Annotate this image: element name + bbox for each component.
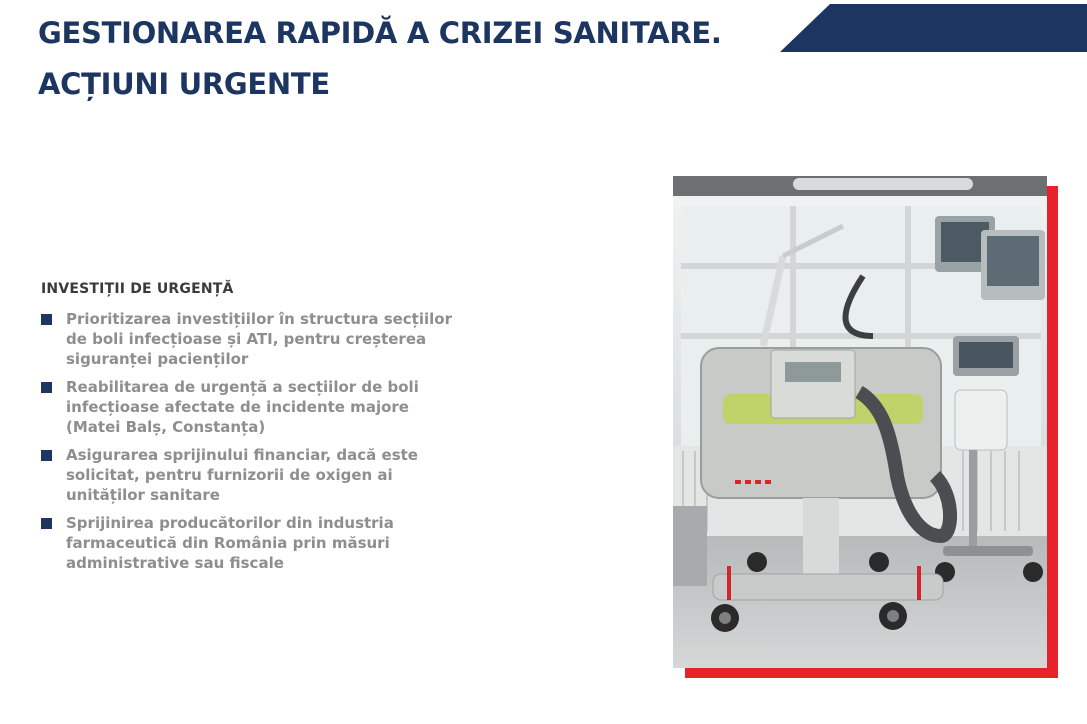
bullet-marker bbox=[41, 382, 52, 393]
bullet-marker bbox=[41, 314, 52, 325]
bullet-line: farmaceutică din România prin măsuri bbox=[66, 534, 390, 552]
bullet-line: de boli infecțioase și ATI, pentru creșterea bbox=[66, 330, 427, 348]
bullet-marker bbox=[41, 450, 52, 461]
bullet-item bbox=[41, 513, 471, 573]
page-title bbox=[38, 8, 722, 110]
bullet-line: Prioritizarea investițiilor în structura secțiilor bbox=[66, 310, 452, 328]
page-title-line-2: ACȚIUNI URGENTE bbox=[38, 67, 330, 101]
bullet-line: siguranței pacienților bbox=[66, 350, 249, 368]
bullet-line: (Matei Balș, Constanța) bbox=[66, 418, 266, 436]
page-title-line-1: GESTIONAREA RAPIDĂ A CRIZEI SANITARE. bbox=[38, 16, 722, 50]
section-heading: INVESTIȚII DE URGENȚĂ bbox=[41, 281, 234, 297]
bullet-list bbox=[41, 309, 471, 581]
bullet-item bbox=[41, 309, 471, 369]
bullet-item bbox=[41, 377, 471, 437]
bullet-item bbox=[41, 445, 471, 505]
title-banner-shape bbox=[780, 4, 1087, 52]
bullet-line: unităților sanitare bbox=[66, 486, 220, 504]
bullet-line: solicitat, pentru furnizorii de oxigen ai bbox=[66, 466, 393, 484]
bullet-line: administrative sau fiscale bbox=[66, 554, 284, 572]
bullet-line: Sprijinirea producătorilor din industria bbox=[66, 514, 394, 532]
hospital-bed-illustration bbox=[673, 176, 1047, 668]
bullet-marker bbox=[41, 518, 52, 529]
bullet-line: infecțioase afectate de incidente majore bbox=[66, 398, 409, 416]
hospital-bed-photo bbox=[673, 176, 1047, 668]
bullet-line: Asigurarea sprijinului financiar, dacă este bbox=[66, 446, 418, 464]
bullet-line: Reabilitarea de urgență a secțiilor de boli bbox=[66, 378, 419, 396]
